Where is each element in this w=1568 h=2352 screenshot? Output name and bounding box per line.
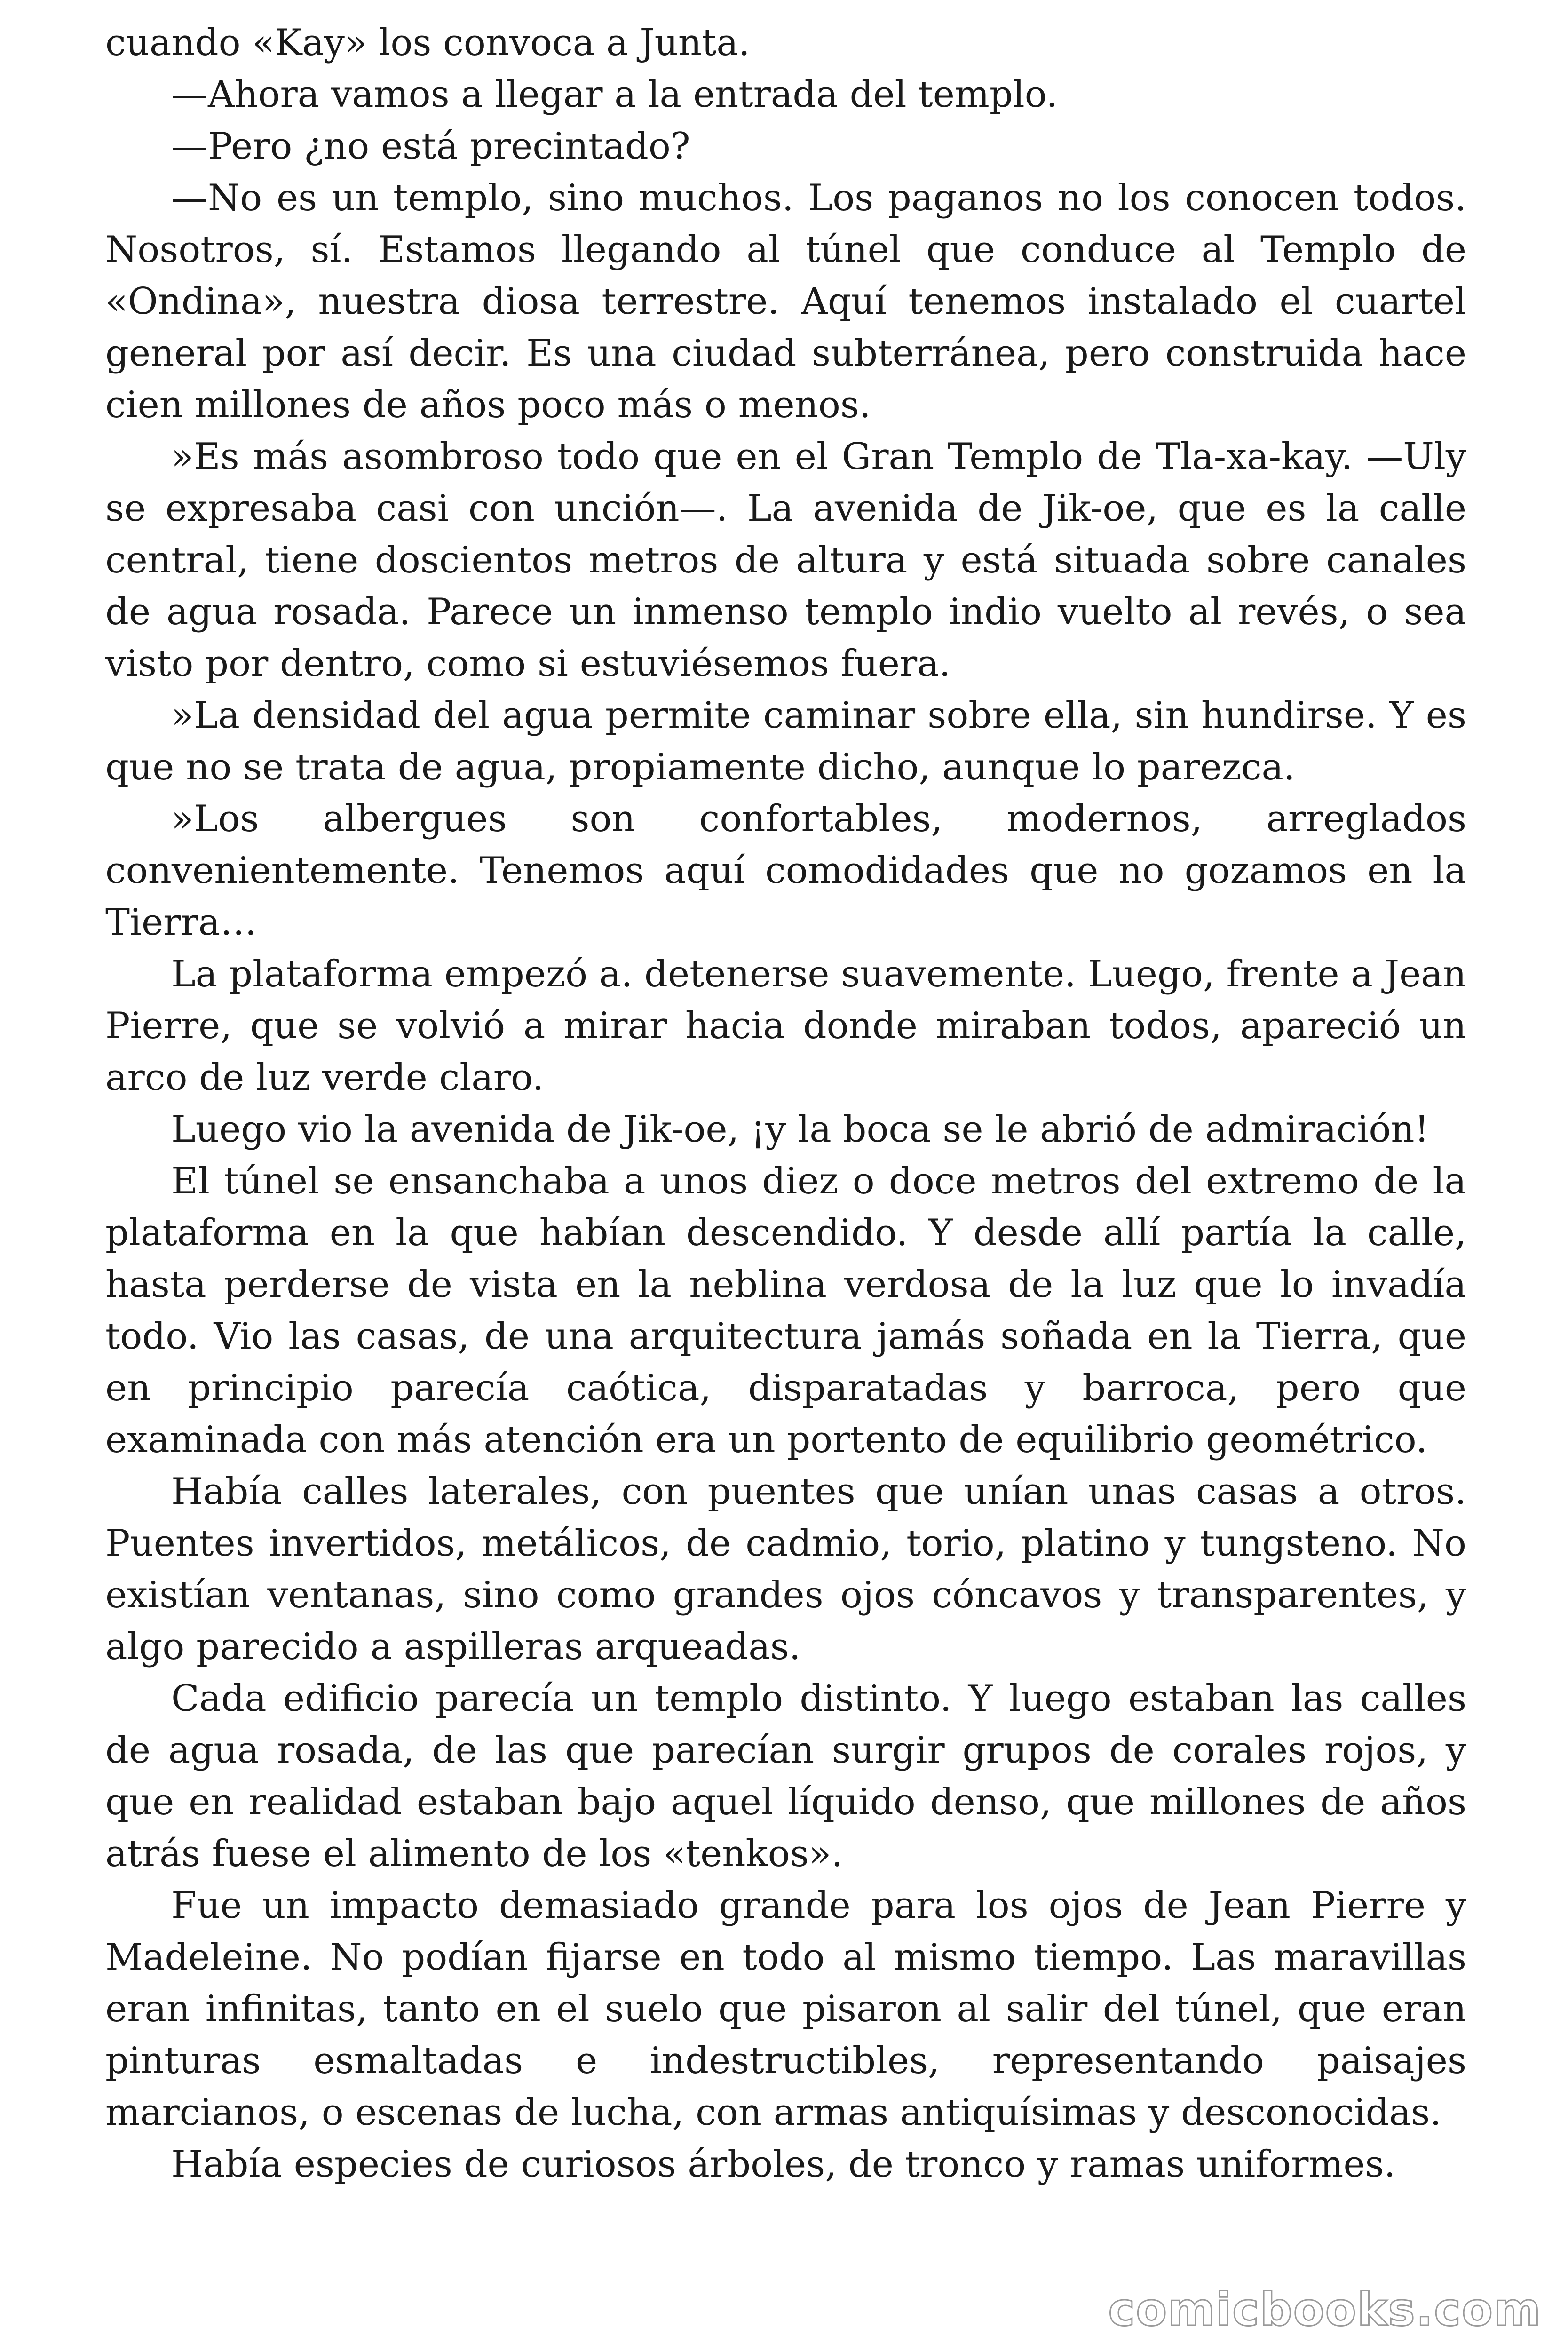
paragraph: —Ahora vamos a llegar a la entrada del templo. (171, 73, 1058, 116)
paragraph: —Pero ¿no está precintado? (171, 125, 690, 167)
paragraph: El túnel se ensanchaba a unos diez o doce metros del extremo de la plataforma en la que habían descendido. Y desde allí partía la calle, hasta perderse de vista en la neblina verdosa de la luz que lo invadía todo. Vio las casas, de una arquitectura jamás soñada en la Tierra, que en principio parecía caótica, disparatadas y barroca, pero que examinada con más atención era un portento de equilibrio geométrico. (105, 1160, 1466, 1461)
paragraph: »Es más asombroso todo que en el Gran Templo de Tla-xa-kay. —Uly se expresaba casi con unción—. La avenida de Jik-oe, que es la calle central, tiene doscientos metros de altura y está situada sobre canales de agua rosada. Parece un inmenso templo indio vuelto al revés, o sea visto por dentro, como si estuviésemos fuera. (105, 436, 1466, 685)
paragraph: —No es un templo, sino muchos. Los paganos no los conocen todos. Nosotros, sí. Estamos llegando al túnel que conduce al Templo de «Ondina», nuestra diosa terrestre. Aquí tenemos instalado el cuartel general por así decir. Es una ciudad subterránea, pero construida hace cien millones de años poco más o menos. (105, 177, 1466, 426)
paragraph: Luego vio la avenida de Jik-oe, ¡y la boca se le abrió de admiración! (171, 1108, 1429, 1151)
paragraph: Había especies de curiosos árboles, de tronco y ramas uniformes. (171, 2143, 1396, 2185)
paragraph: »La densidad del agua permite caminar sobre ella, sin hundirse. Y es que no se trata de agua, propiamente dicho, aunque lo parezca. (105, 694, 1466, 788)
paragraph: La plataforma empezó a. detenerse suavemente. Luego, frente a Jean Pierre, que se volvió a mirar hacia donde miraban todos, apareció un arco de luz verde claro. (105, 953, 1466, 1099)
paragraph: Cada edificio parecía un templo distinto. Y luego estaban las calles de agua rosada, de las que parecían surgir grupos de corales rojos, y que en realidad estaban bajo aquel líquido denso, que millones de años atrás fuese el alimento de los «tenkos». (105, 1677, 1466, 1875)
watermark-logo: comicbooks.com (1108, 2283, 1542, 2336)
paragraph: cuando «Kay» los convoca a Junta. (105, 22, 750, 64)
document-page (105, 17, 1466, 2190)
paragraph: Había calles laterales, con puentes que unían unas casas a otros. Puentes invertidos, metálicos, de cadmio, torio, platino y tungsteno. No existían ventanas, sino como grandes ojos cóncavos y transparentes, y algo parecido a aspilleras arqueadas. (105, 1470, 1466, 1668)
paragraph: »Los albergues son confortables, modernos, arreglados convenientemente. Tenemos aquí comodidades que no gozamos en la Tierra… (105, 798, 1466, 944)
paragraph: Fue un impacto demasiado grande para los ojos de Jean Pierre y Madeleine. No podían fijarse en todo al mismo tiempo. Las maravillas eran infinitas, tanto en el suelo que pisaron al salir del túnel, que eran pinturas esmaltadas e indestructibles, representando paisajes marcianos, o escenas de lucha, con armas antiquísimas y desconocidas. (105, 1884, 1466, 2134)
